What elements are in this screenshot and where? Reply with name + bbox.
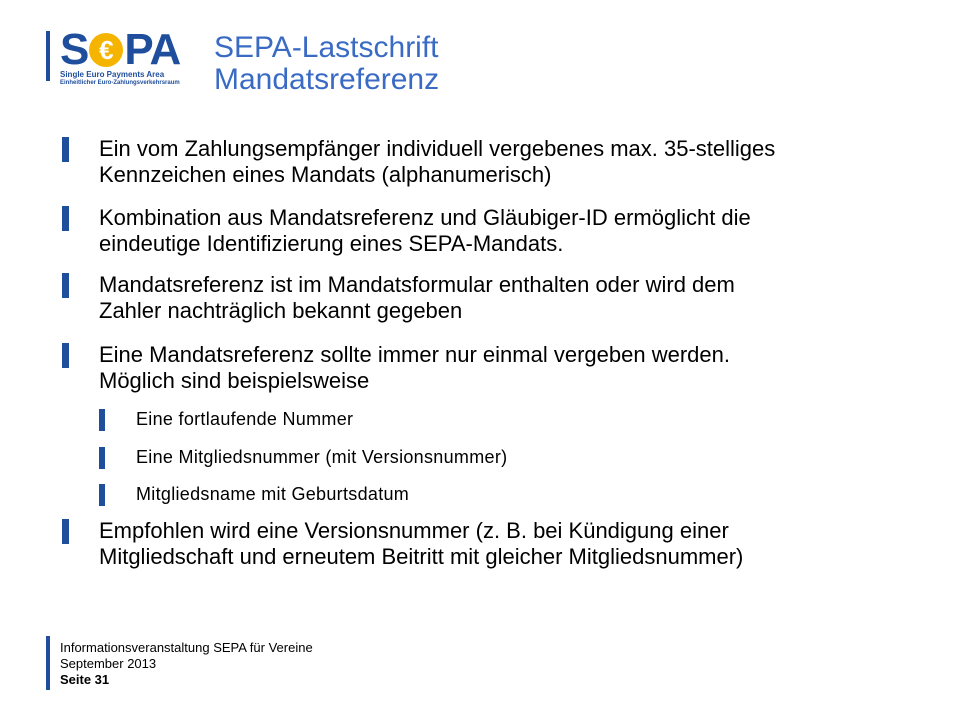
page-title xyxy=(214,32,439,96)
sepa-logo xyxy=(60,25,190,90)
bullet-marker-icon xyxy=(62,343,69,368)
header-accent-bar xyxy=(46,31,50,81)
footer-date: September 2013 xyxy=(60,656,157,671)
list-item: Empfohlen wird eine Versionsnummer (z. B. bei Kündigung einer Mitgliedschaft und erneutem Beitritt mit gleicher Mitgliedsnummer) xyxy=(99,518,929,570)
list-item: Kombination aus Mandatsreferenz und Gläubiger-ID ermöglicht die eindeutige Identifizierung eines SEPA-Mandats. xyxy=(99,205,929,257)
list-item: Mandatsreferenz ist im Mandatsformular enthalten oder wird dem Zahler nachträglich bekannt gegeben xyxy=(99,272,929,324)
sub-bullet-marker-icon xyxy=(99,447,105,469)
list-item: Eine Mandatsreferenz sollte immer nur einmal vergeben werden. Möglich sind beispielsweise xyxy=(99,342,929,394)
bullet-marker-icon xyxy=(62,137,69,162)
bullet-marker-icon xyxy=(62,206,69,231)
euro-icon: € xyxy=(89,33,123,67)
title-line-1: SEPA-Lastschrift xyxy=(214,31,439,64)
bullet-marker-icon xyxy=(62,519,69,544)
sub-bullet-marker-icon xyxy=(99,484,105,506)
bullet-marker-icon xyxy=(62,273,69,298)
footer-event: Informationsveranstaltung SEPA für Vereine xyxy=(60,640,313,655)
footer-accent-bar xyxy=(46,636,50,690)
sub-list-item: Mitgliedsname mit Geburtsdatum xyxy=(136,483,836,505)
sepa-logo-subtitle: Single Euro Payments Area xyxy=(60,70,165,79)
sepa-logo-wordmark: S € PA xyxy=(60,25,181,74)
sub-list-item: Eine fortlaufende Nummer xyxy=(136,408,836,430)
footer xyxy=(60,640,313,688)
title-line-2: Mandatsreferenz xyxy=(214,63,440,96)
sub-bullet-marker-icon xyxy=(99,409,105,431)
page-number: Seite 31 xyxy=(60,672,110,687)
sepa-logo-subtitle-de: Einheitlicher Euro-Zahlungsverkehrsraum xyxy=(60,80,180,86)
list-item: Ein vom Zahlungsempfänger individuell vergebenes max. 35-stelliges Kennzeichen eines Mandats (alphanumerisch) xyxy=(99,136,929,188)
sub-list-item: Eine Mitgliedsnummer (mit Versionsnummer) xyxy=(136,446,836,468)
